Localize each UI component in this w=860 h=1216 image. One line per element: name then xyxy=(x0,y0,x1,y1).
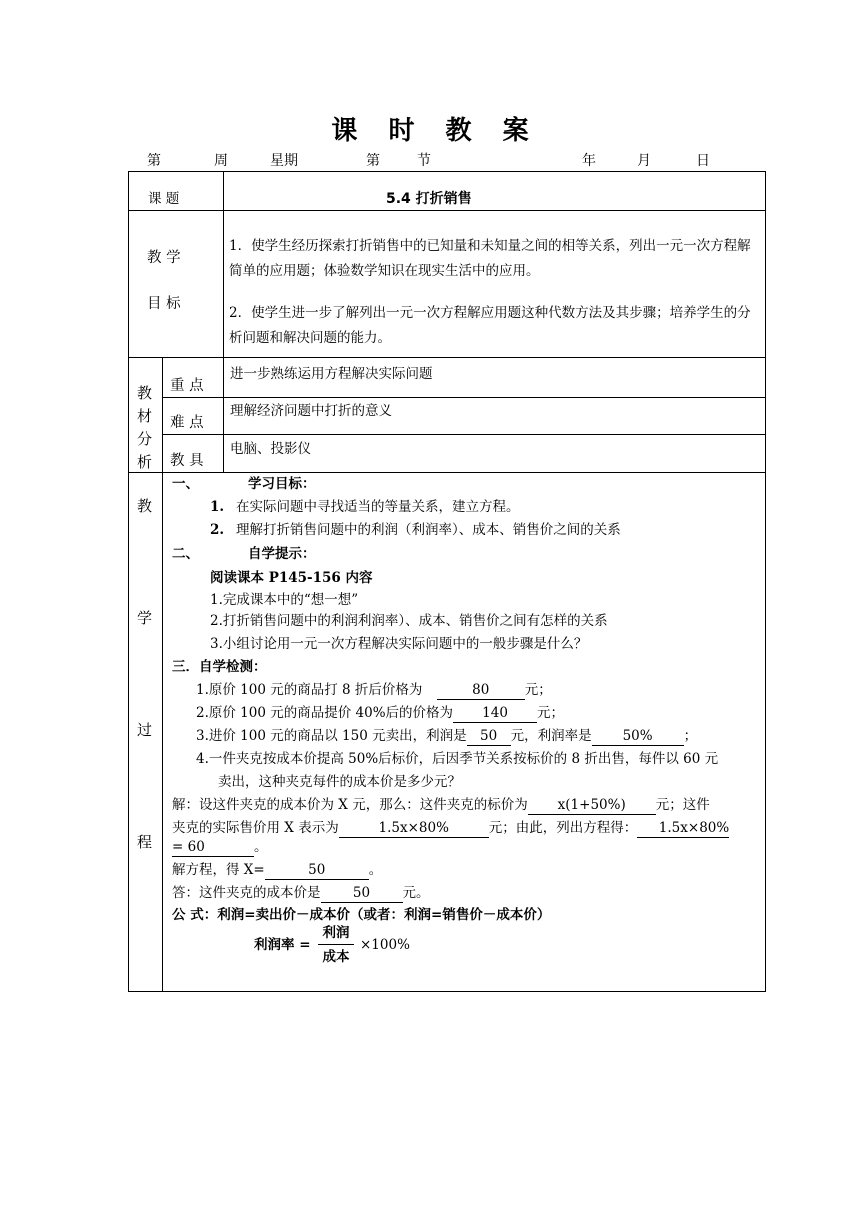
analysis-side-char: 教 xyxy=(137,384,153,402)
question-1 xyxy=(196,680,552,700)
objectives-label-line2: 目 标 xyxy=(147,296,181,312)
s2-item: 2.打折销售问题中的利润利润率）、成本、销售价之间有怎样的关系 xyxy=(210,613,608,629)
period-suffix: 节 xyxy=(417,153,431,169)
year-label: 年 xyxy=(582,153,596,169)
q3-mid: 元，利润率是 xyxy=(510,728,592,744)
sol5-answer: 50 xyxy=(321,885,403,903)
process-side-char: 过 xyxy=(137,721,153,739)
s2-item: 1.完成课本中的“想一想” xyxy=(210,592,359,608)
solution-line2 xyxy=(172,818,729,838)
week-suffix: 周 xyxy=(214,153,228,169)
objectives-label-line1: 教 学 xyxy=(147,250,181,266)
fraction-numerator: 利润 xyxy=(322,925,350,941)
s1-item2-num: 2. xyxy=(210,522,225,538)
question-3 xyxy=(196,726,697,746)
section2-title: 自学提示： xyxy=(248,546,316,562)
reading-assignment: 阅读课本 P145-156 内容 xyxy=(210,570,373,586)
difficulty-value: 理解经济问题中打折的意义 xyxy=(230,403,392,419)
day-label: 日 xyxy=(696,153,710,169)
q2-answer: 140 xyxy=(453,705,537,723)
difficulty-label: 难 点 xyxy=(170,415,204,431)
question-2 xyxy=(196,703,564,723)
topic-value: 5.4 打折销售 xyxy=(386,191,472,207)
sol1-answer: x(1+50%) xyxy=(528,797,656,815)
solution-line3 xyxy=(172,837,268,857)
profit-rate-label: 利润率 = xyxy=(254,937,311,953)
title-char: 时 xyxy=(388,116,437,146)
process-side-char: 教 xyxy=(137,497,153,515)
q3-answer-profit: 50 xyxy=(467,728,511,746)
s1-item2-text: 理解打折销售问题中的利润（利润率）、成本、销售价之间的关系 xyxy=(236,522,621,538)
q3-end: ； xyxy=(683,728,698,744)
sol5-end: 元。 xyxy=(402,885,430,901)
title-char: 课 xyxy=(331,116,380,146)
sol2-text: 夹克的实际售价用 X 表示为 xyxy=(172,820,339,836)
col-divider xyxy=(162,357,163,992)
s1-item1-num: 1. xyxy=(210,499,225,515)
teaching-aids-value: 电脑、投影仪 xyxy=(230,441,311,457)
q3-answer-rate: 50% xyxy=(592,728,684,746)
q1-text: 1.原价 100 元的商品打 8 折后价格为 xyxy=(196,682,423,698)
period-prefix: 第 xyxy=(366,153,380,169)
q1-answer: 80 xyxy=(437,682,525,700)
section1-number: 一、 xyxy=(172,476,199,492)
row-divider xyxy=(162,434,766,435)
process-side-char: 学 xyxy=(137,609,153,627)
question-4-line2: 卖出，这种夹克每件的成本价是多少元？ xyxy=(218,774,461,790)
objective-item-1: 1．使学生经历探索打折销售中的已知量和未知量之间的相等关系，列出一元一次方程解简单的应用题；体验数学知识在现实生活中的应用。 xyxy=(229,238,751,279)
sol5-text: 答：这件夹克的成本价是 xyxy=(172,885,321,901)
section2-number: 二、 xyxy=(172,546,199,562)
key-point-value: 进一步熟练运用方程解决实际问题 xyxy=(230,366,433,382)
sol4-answer: 50 xyxy=(265,862,369,880)
col-divider xyxy=(223,171,224,357)
week-prefix: 第 xyxy=(147,153,161,169)
weekday-label: 星期 xyxy=(270,153,298,169)
analysis-side-char: 材 xyxy=(137,407,153,425)
multiplier: ×100% xyxy=(360,937,410,953)
col-divider xyxy=(223,357,224,472)
solution-line1 xyxy=(172,795,710,815)
solution-line5 xyxy=(172,883,430,903)
sol2-mid: 元；由此，列出方程得： xyxy=(488,820,638,836)
q2-text: 2.原价 100 元的商品提价 40%后的价格为 xyxy=(196,705,454,721)
question-4-line1: 4.一件夹克按成本价提高 50%后标价，后因季节关系按标价的 8 折出售，每件以 60 元 xyxy=(196,751,719,767)
page-title xyxy=(0,110,860,147)
date-line xyxy=(0,150,860,172)
formula-line: 公 式：利润=卖出价－成本价（或者：利润=销售价－成本价） xyxy=(172,907,551,923)
key-point-label: 重 点 xyxy=(170,378,204,394)
sol4-end: 。 xyxy=(368,862,383,878)
section1-title: 学习目标： xyxy=(248,476,316,492)
analysis-side-char: 分 xyxy=(137,430,153,448)
sol2-equation: 1.5x×80% xyxy=(637,820,729,838)
sol1-text: 解：设这件夹克的成本价为 X 元，那么：这件夹克的标价为 xyxy=(172,797,528,813)
fraction-denominator: 成本 xyxy=(322,949,350,965)
month-label: 月 xyxy=(637,153,651,169)
row-divider xyxy=(128,472,766,473)
title-char: 案 xyxy=(502,116,551,146)
process-side-char: 程 xyxy=(137,833,153,851)
row-divider xyxy=(162,397,766,398)
sol2-answer: 1.5x×80% xyxy=(339,820,489,838)
topic-label: 课 题 xyxy=(148,191,180,207)
q1-unit: 元； xyxy=(524,682,552,698)
sol3-end: 。 xyxy=(254,839,268,855)
section3-title: 三．自学检测： xyxy=(172,659,267,675)
s1-item1-text: 在实际问题中寻找适当的等量关系，建立方程。 xyxy=(236,499,520,515)
sol1-end: 元；这件 xyxy=(655,797,710,813)
q2-unit: 元； xyxy=(537,705,565,721)
sol4-text: 解方程，得 X= xyxy=(172,862,265,878)
teaching-aids-label: 教 具 xyxy=(170,453,204,469)
sol3-equation: = 60 xyxy=(172,839,254,857)
objective-item-2: 2．使学生进一步了解列出一元一次方程解应用题这种代数方法及其步骤；培养学生的分析问题和解决问题的能力。 xyxy=(229,305,751,346)
q3-text: 3.进价 100 元的商品以 150 元卖出，利润是 xyxy=(196,728,467,744)
analysis-side-char: 析 xyxy=(137,453,153,471)
title-char: 教 xyxy=(445,116,494,146)
fraction-bar xyxy=(318,944,354,945)
solution-line4 xyxy=(172,860,382,880)
s2-item: 3.小组讨论用一元一次方程解决实际问题中的一般步骤是什么？ xyxy=(210,636,588,652)
